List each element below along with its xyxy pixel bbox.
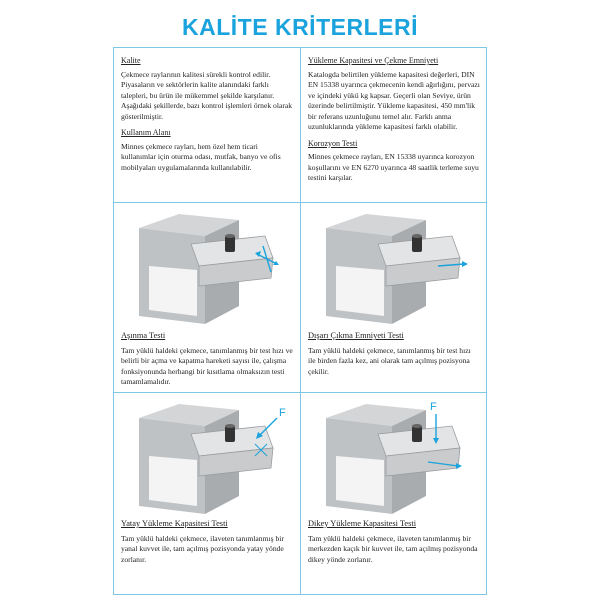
abrasion-text: Tam yüklü haldeki çekmece, tanımlanmış bir test hızı ve belirli bir açma ve kapatma hareketi sayısı ile, çalışma fonksiyonunda herhangi bir kısıtlama olmaksızın testi tamamlamalıdır. — [121, 345, 293, 386]
abrasion-panel — [121, 331, 293, 388]
horizontal-load-text: Tam yüklü haldeki çekmece, ilaveten tanımlanmış bir yanal kuvvet ile, tam açılmış pozisyonda yatay yönde zorlanır. — [121, 533, 284, 564]
force-label: F — [430, 401, 437, 413]
grid-divider — [300, 47, 301, 595]
load-heading: Yükleme Kapasitesi ve Çekme Emniyeti — [308, 56, 439, 65]
horizontal-load-illustration — [121, 396, 293, 516]
corrosion-heading: Korozyon Testi — [308, 138, 358, 148]
force-label: F — [279, 407, 286, 419]
pullout-caption: Dışarı Çıkma Emniyeti Testi — [308, 331, 404, 340]
page-title: KALİTE KRİTERLERİ — [182, 14, 418, 40]
vertical-load-caption: Dikey Yükleme Kapasitesi Testi — [308, 519, 417, 528]
vertical-load-illustration — [308, 396, 480, 516]
quality-text: Çekmece raylarının kalitesi sürekli kontrol edilir. Piyasaların ve sektörlerin kalite alanındaki farklı talepleri, bu ürün ile mükemmel şekilde karşılanır. Aşağıdaki şekillerde, bazı kontrol işlemleri örnek olarak gösterilmiştir. — [121, 69, 293, 121]
load-section — [308, 56, 480, 190]
abrasion-caption: Aşınma Testi — [121, 331, 166, 340]
pullout-text: Tam yüklü haldeki çekmece, tanımlanmış bir test hızı ile birden fazla kez, ani olarak tam açılmış pozisyona çekilir. — [308, 345, 471, 376]
quality-heading: Kalite — [121, 56, 141, 65]
abrasion-test-illustration — [121, 206, 293, 326]
vertical-load-text: Tam yüklü haldeki çekmece, ilaveten tanımlanmış bir merkezden kaçık bir kuvvet ile, tam açılmış pozisyonda dikey yönde zorlanır. — [308, 533, 478, 564]
quality-section — [121, 56, 293, 179]
horizontal-load-panel — [121, 519, 293, 565]
pullout-panel — [308, 331, 480, 377]
load-text: Katalogda belirtilen yükleme kapasitesi değerleri, DIN EN 15338 uyarınca çekmecenin kendi ağırlığını, pervazı ve içindeki yükü kg kapsar. Geçerli olan Seviye, ürün üzerinde belirtilmiştir. Yükleme kapasitesi, 450 mm'lik bir referans uzunluğunu temel alır. Farklı anma uzunluklarında yükleme kapasitesi farklı olabilir. — [308, 69, 480, 131]
corrosion-text: Minnes çekmece rayları, EN 15338 uyarınca korozyon koşullarını ve EN 6270 uyarınca 48 saatlik terleme suyu testini karşılar. — [308, 152, 479, 182]
pullout-test-illustration — [308, 206, 480, 326]
vertical-load-panel — [308, 519, 480, 565]
horizontal-load-caption: Yatay Yükleme Kapasitesi Testi — [121, 519, 228, 528]
usage-text: Minnes çekmece rayları, hem özel hem ticari kullanımlar için oturma odası, mutfak, banyo ve ofis mobilyaları uygulamalarında kullanılabilir. — [121, 141, 281, 172]
usage-heading: Kullanım Alanı — [121, 128, 171, 137]
